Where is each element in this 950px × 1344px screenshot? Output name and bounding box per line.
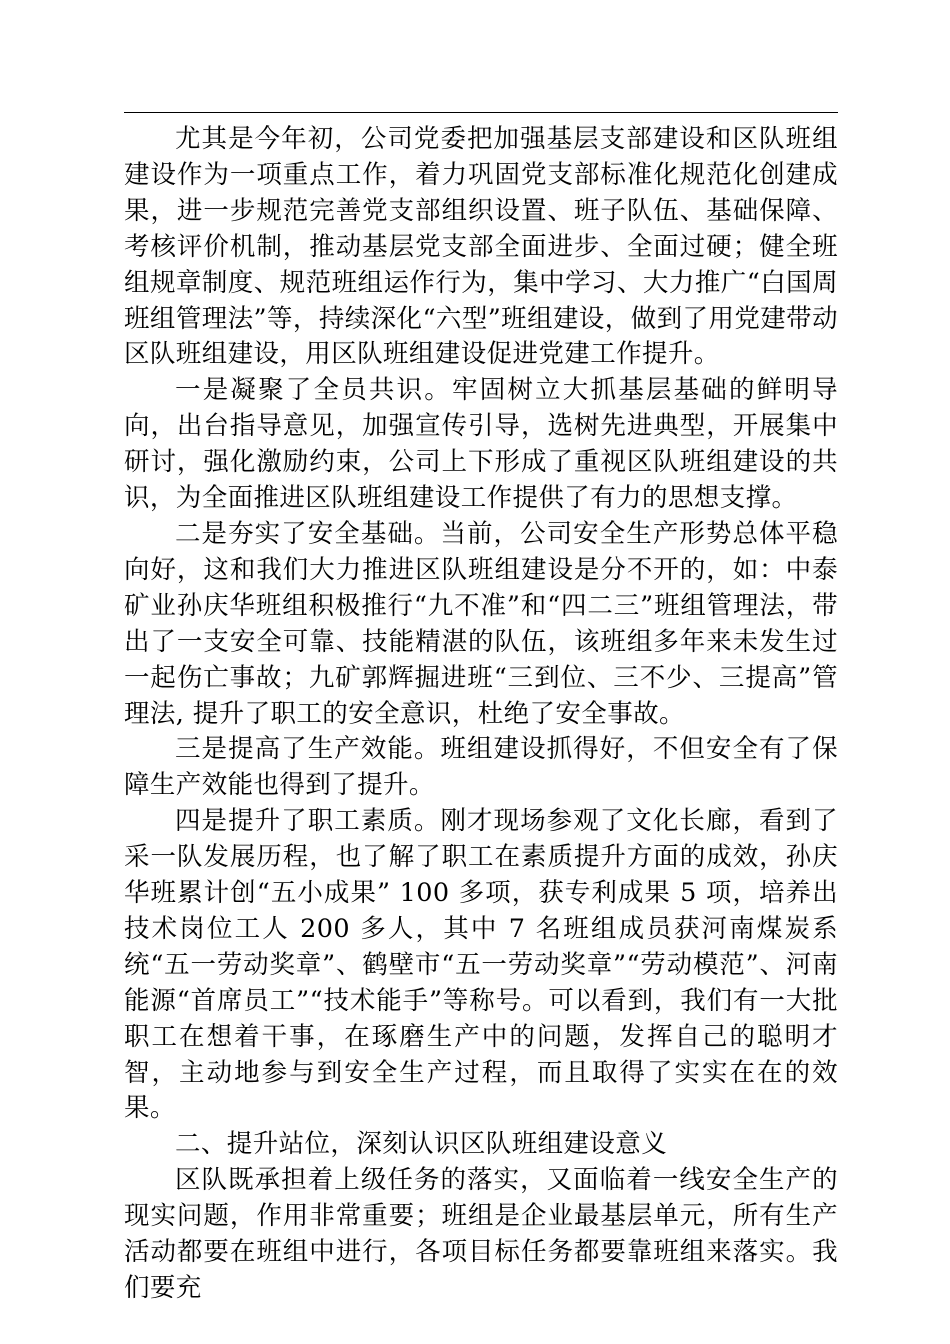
header-rule xyxy=(124,112,838,113)
section-heading: 二、提升站位，深刻认识区队班组建设意义 xyxy=(175,1129,668,1160)
document-body xyxy=(124,122,838,1307)
paragraph-consensus: 一是凝聚了全员共识。牢固树立大抓基层基础的鲜明导向，出台指导意见，加强宣传引导，选树先进典型，开展集中研讨，强化激励约束，公司上下形成了重视区队班组建设的共识，为全面推进区队班组建设工作提供了有力的思想支撑。 xyxy=(124,375,838,514)
paragraph-party-building-intro: 尤其是今年初，公司党委把加强基层支部建设和区队班组建设作为一项重点工作，着力巩固党支部标准化规范化创建成果，进一步规范完善党支部组织设置、班子队伍、基础保障、考核评价机制，推动基层党支部全面进步、全面过硬；健全班组规章制度、规范班组运作行为，集中学习、大力推广“白国周班组管理法”等，持续深化“六型”班组建设，做到了用党建带动区队班组建设，用区队班组建设促进党建工作提升。 xyxy=(124,124,838,370)
paragraph-safety-foundation: 二是夯实了安全基础。当前，公司安全生产形势总体平稳向好，这和我们大力推进区队班组建设是分不开的，如：中泰矿业孙庆华班组积极推行“九不准”和“四二三”班组管理法，带出了一支安全可靠、技能精湛的队伍，该班组多年来未发生过一起伤亡事故；九矿郭辉掘进班“三到位、三不少、三提高”管理法, 提升了职工的安全意识，杜绝了安全事故。 xyxy=(124,518,838,729)
paragraph-team-significance: 区队既承担着上级任务的落实，又面临着一线安全生产的现实问题，作用非常重要；班组是企业最基层单元，所有生产活动都要在班组中进行，各项目标任务都要靠班组来落实。我们要充 xyxy=(124,1165,838,1303)
paragraph-production-efficiency: 三是提高了生产效能。班组建设抓得好，不但安全有了保障生产效能也得到了提升。 xyxy=(124,734,838,801)
paragraph-worker-quality: 四是提升了职工素质。刚才现场参观了文化长廊，看到了采一队发展历程，也了解了职工在素质提升方面的成效，孙庆华班累计创“五小成果” 100 多项，获专利成果 5 项，培养出技术岗位工人 200 多人，其中 7 名班组成员获河南煤炭系统“五一劳动奖章”、鹤壁市“五一劳动奖章”“劳动模范”、河南能源“首席员工”“技术能手”等称号。可以看到，我们有一大批职工在想着干事，在琢磨生产中的问题，发挥自己的聪明才智，主动地参与到安全生产过程，而且取得了实实在在的效果。 xyxy=(124,806,838,1124)
